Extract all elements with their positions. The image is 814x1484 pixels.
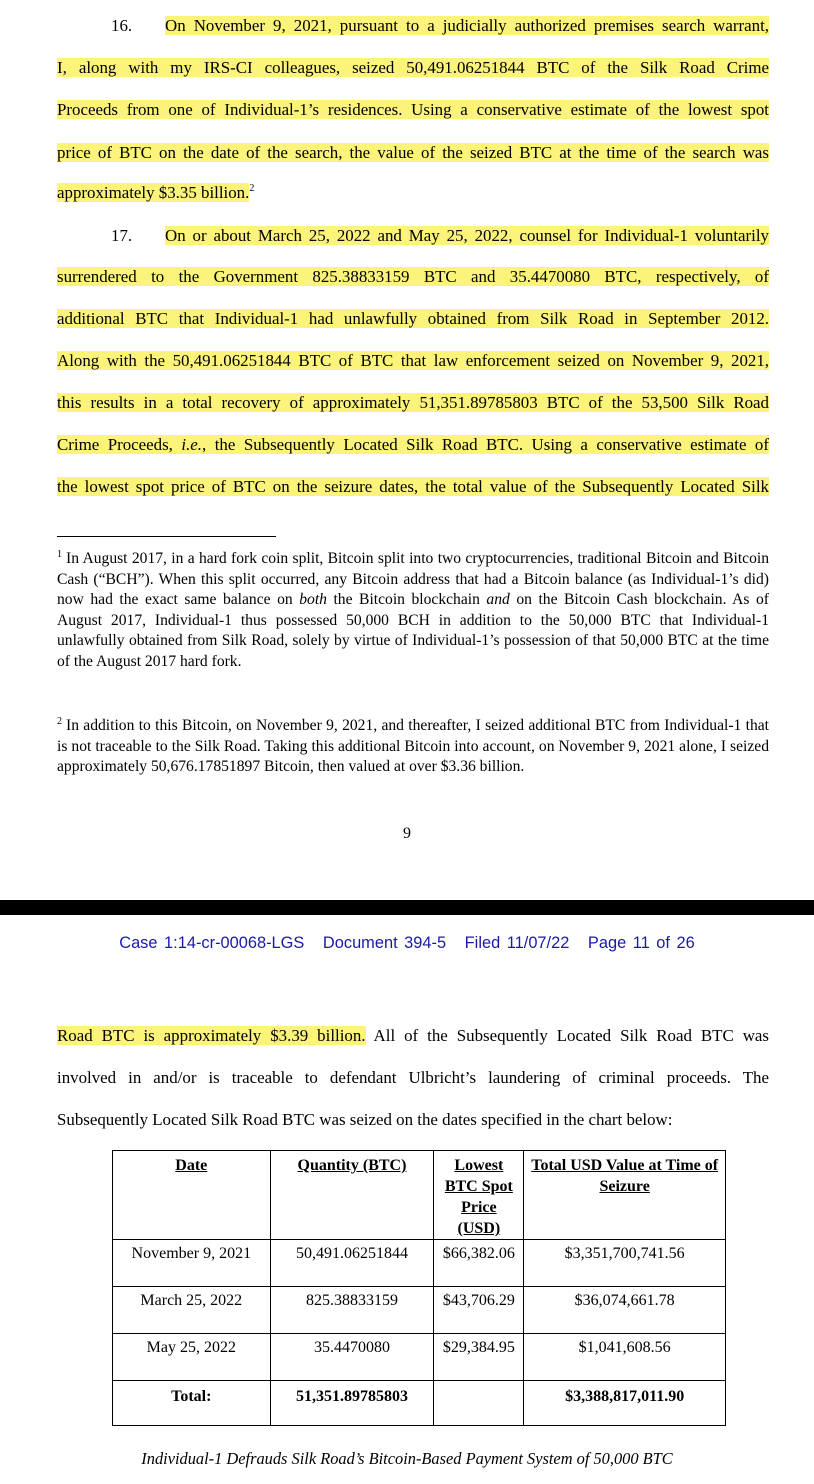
col-header-total-usd: Total USD Value at Time of Seizure: [524, 1151, 726, 1240]
paragraph-number: 17.: [111, 226, 133, 245]
cell-total-label: Total:: [113, 1381, 271, 1426]
italic-abbrev: i.e.: [181, 435, 203, 454]
footnote-1: $^1$ In August 2017, in a hard fork coin split, Bitcoin split into two cryptocurrencies, traditional Bitcoin and Bitcoin Cash (“BCH”). When this split occurred, any Bitcoin address that had a Bitcoin balance (as Individual-1’s did) now had the exact same balance on both the Bitcoin blockchain and on the Bitcoin Cash blockchain. As of August 2017, Individual-1 thus possessed 50,000 BCH in addition to the 50,000 BTC that Individual-1 unlawfully obtained from Silk Road, solely by virtue of Individual-1’s possession of that 50,000 BTC at the time of the August 2017 hard fork.: [57, 549, 769, 670]
footnote-divider: [57, 536, 276, 537]
case-number: Case 1:14-cr-00068-LGS: [119, 934, 305, 952]
cell-total-price: [434, 1381, 524, 1426]
footnote-mark: 1: [57, 549, 62, 560]
section-heading: Individual-1 Defrauds Silk Road’s Bitcoin-Based Payment System of 50,000 BTC: [141, 1449, 673, 1468]
cell-total-usd: $36,074,661.78: [524, 1287, 726, 1334]
col-header-date: Date: [113, 1151, 271, 1240]
highlighted-text: this results in a total recovery of approximately 51,351.89785803 BTC of the 53,500 Silk Road: [57, 393, 769, 412]
document-number: Document 394-5: [322, 934, 447, 952]
highlighted-text: Along with the 50,491.06251844 BTC of BTC that law enforcement seized on November 9, 2021,: [57, 351, 769, 370]
highlighted-text: approximately $3.35 billion.: [57, 183, 250, 202]
cell-total-usd: $3,351,700,741.56: [524, 1240, 726, 1287]
highlighted-text: the lowest spot price of BTC on the seizure dates, the total value of the Subsequently Located Silk: [57, 477, 769, 496]
cell-price: $29,384.95: [434, 1334, 524, 1381]
table-row: [113, 1287, 726, 1334]
highlighted-text: additional BTC that Individual-1 had unlawfully obtained from Silk Road in September 2012.: [57, 309, 769, 328]
col-header-quantity: Quantity (BTC): [270, 1151, 434, 1240]
page-count: Page 11 of 26: [587, 934, 695, 952]
cell-date: March 25, 2022: [113, 1287, 271, 1334]
highlighted-text: On November 9, 2021, pursuant to a judicially authorized premises search warrant,: [165, 16, 769, 35]
cell-price: $43,706.29: [434, 1287, 524, 1334]
highlighted-text: Proceeds from one of Individual-1’s residences. Using a conservative estimate of the lowest spot: [57, 100, 769, 119]
paragraph-number: 16.: [111, 16, 133, 35]
cell-total-usd-sum: $3,388,817,011.90: [524, 1381, 726, 1426]
filed-date: Filed 11/07/22: [464, 934, 570, 952]
cell-date: November 9, 2021: [113, 1240, 271, 1287]
page-separator: [0, 900, 814, 915]
table-row: [113, 1334, 726, 1381]
highlighted-text: I, along with my IRS-CI colleagues, seized 50,491.06251844 BTC of the Silk Road Crime: [57, 58, 769, 77]
table-header-row: [113, 1151, 726, 1240]
cell-quantity: 35.4470080: [270, 1334, 434, 1381]
highlighted-text: Road BTC is approximately $3.39 billion.: [57, 1026, 366, 1045]
col-header-price: Lowest BTC Spot Price (USD): [434, 1151, 524, 1240]
highlighted-text: surrendered to the Government 825.38833159 BTC and 35.4470080 BTC, respectively, of: [57, 267, 769, 286]
cell-price: $66,382.06: [434, 1240, 524, 1287]
cell-quantity: 50,491.06251844: [270, 1240, 434, 1287]
cell-quantity: 825.38833159: [270, 1287, 434, 1334]
highlighted-text: On or about March 25, 2022 and May 25, 2022, counsel for Individual-1 voluntarily: [165, 226, 769, 245]
case-header: [0, 934, 814, 953]
cell-date: May 25, 2022: [113, 1334, 271, 1381]
table-row: [113, 1240, 726, 1287]
seizure-table: [112, 1150, 726, 1426]
table-total-row: [113, 1381, 726, 1426]
footnote-mark: 2: [57, 716, 62, 727]
footnote-2: $^2$ In addition to this Bitcoin, on November 9, 2021, and thereafter, I seized additional BTC from Individual-1 that is not traceable to the Silk Road. Taking this additional Bitcoin into account, on November 9, 2021 alone, I seized approximately 50,676.17851897 Bitcoin, then valued at over $3.36 billion.: [57, 716, 769, 776]
highlighted-text: price of BTC on the date of the search, the value of the seized BTC at the time of the search was: [57, 143, 769, 162]
footnote-ref: 2: [249, 183, 255, 194]
cell-total-usd: $1,041,608.56: [524, 1334, 726, 1381]
cell-total-quantity: 51,351.89785803: [270, 1381, 434, 1426]
page-number: 9: [403, 825, 411, 842]
